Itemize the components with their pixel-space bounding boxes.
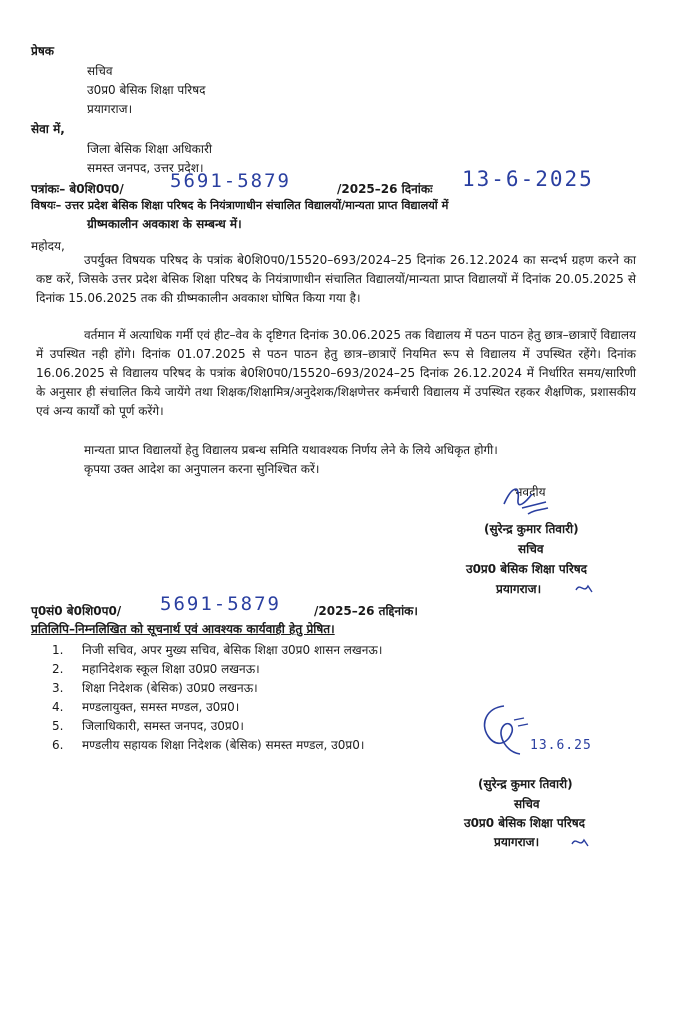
signature-2-name: (सुरेन्द्र कुमार तिवारी) bbox=[478, 777, 573, 791]
letter-ref-year: /2025–26 दिनांकः bbox=[337, 182, 433, 196]
body-paragraph-3: मान्यता प्राप्त विद्यालयों हेतु विद्यालय प्रबन्ध समिति यथावश्यक निर्णय लेने के लिये अधिकृत होगी। bbox=[84, 443, 498, 457]
signature-1-city: प्रयागराज। bbox=[496, 582, 542, 596]
endorsement-year: /2025–26 तद्दिनांक। bbox=[314, 604, 418, 618]
letter-ref-number: 5691-5879 bbox=[170, 170, 291, 192]
list-item: 6. मण्डलीय सहायक शिक्षा निदेशक (बेसिक) समस्त मण्डल, उ0प्र0। bbox=[52, 738, 365, 752]
recipient-label: सेवा में, bbox=[31, 122, 65, 136]
signature-1-designation: सचिव bbox=[518, 542, 544, 556]
subject-line-1: विषयः– उत्तर प्रदेश बेसिक शिक्षा परिषद के नियंत्राणाधीन संचालित विद्यालयों/मान्यता प्राप्त विद्यालयों में bbox=[31, 199, 449, 212]
sender-designation: सचिव bbox=[87, 64, 113, 78]
copy-list bbox=[52, 641, 382, 755]
endorsement-prefix: पृ0सं0 बे0शि0प0/ bbox=[31, 604, 122, 618]
recipient-area: समस्त जनपद, उत्तर प्रदेश। bbox=[87, 161, 204, 175]
sender-label: प्रेषक bbox=[31, 44, 54, 58]
letter-ref-date: 13-6-2025 bbox=[462, 167, 594, 191]
signature-1-office: उ0प्र0 बेसिक शिक्षा परिषद bbox=[466, 562, 588, 576]
signature-2-designation: सचिव bbox=[514, 797, 540, 811]
list-item: 5. जिलाधिकारी, समस्त जनपद, उ0प्र0। bbox=[52, 719, 244, 733]
recipient-designation: जिला बेसिक शिक्षा अधिकारी bbox=[87, 142, 212, 156]
endorsement-heading: प्रतिलिपि–निम्नलिखित को सूचनार्थ एवं आवश्यक कार्यवाही हेतु प्रेषित। bbox=[31, 622, 335, 636]
list-item: 4. मण्डलायुक्त, समस्त मण्डल, उ0प्र0। bbox=[52, 700, 240, 714]
signature-2-date: 13.6.25 bbox=[530, 738, 592, 753]
signature-2-office: उ0प्र0 बेसिक शिक्षा परिषद bbox=[464, 816, 586, 830]
sender-office: उ0प्र0 बेसिक शिक्षा परिषद bbox=[87, 83, 206, 97]
signature-2-city: प्रयागराज। bbox=[494, 835, 540, 849]
subject-line-2: ग्रीष्मकालीन अवकाश के सम्बन्ध में। bbox=[87, 217, 242, 231]
list-item: 3. शिक्षा निदेशक (बेसिक) उ0प्र0 लखनऊ। bbox=[52, 681, 258, 695]
letter-ref-prefix: पत्रांकः– बे0शि0प0/ bbox=[31, 182, 124, 196]
initial-mark-2 bbox=[570, 834, 590, 850]
salutation: महोदय, bbox=[31, 239, 65, 253]
list-item: 1. निजी सचिव, अपर मुख्य सचिव, बेसिक शिक्षा उ0प्र0 शासन लखनऊ। bbox=[52, 643, 383, 657]
body-paragraph-4: कृपया उक्त आदेश का अनुपालन करना सुनिश्चित करें। bbox=[84, 462, 320, 476]
endorsement-number: 5691-5879 bbox=[160, 593, 281, 615]
body-paragraph-1: उपर्युक्त विषयक परिषद के पत्रांक बे0शि0प0/15520–693/2024–25 दिनांक 26.12.2024 का सन्दर्भ ग्रहण करने का कष्ट करें, जिसके उत्तर प्रदेश बेसिक शिक्षा परिषद के नियंत्राणाधीन संचालित विद्यालयों/मान्यता प्राप्त विद्यालयों में दिनांक 20.05.2025 से दिनांक 15.06.2025 तक की ग्रीष्मकालीन अवकाश घोषित किया गया है। bbox=[36, 253, 636, 305]
signature-2-mark bbox=[474, 700, 534, 762]
signature-1-name: (सुरेन्द्र कुमार तिवारी) bbox=[484, 522, 579, 536]
signature-1-mark bbox=[498, 480, 554, 522]
closing-bhavdiya: भवदीय bbox=[514, 485, 546, 499]
body-paragraph-2: वर्तमान में अत्याधिक गर्मी एवं हीट–वेव के दृष्टिगत दिनांक 30.06.2025 तक विद्यालय में पठन पाठन हेतु छात्र–छात्राऐं विद्यालय में उपस्थित नही होंगे। दिनांक 01.07.2025 से पठन पाठन हेतु छात्र–छात्राऐं नियमित रूप से विद्यालय में उपस्थित रहेंगे। दिनांक 16.06.2025 से विद्यालय परिषद के पत्रांक बे0शि0प0/15520–693/2024–25 दिनांक 26.12.2024 में निर्धारित समय/सारिणी के अनुसार ही संचालित किये जायेंगे तथा शिक्षक/शिक्षामित्र/अनुदेशक/शिक्षणेत्तर कर्मचारी विद्यालय में उपस्थित रहकर शैक्षणिक, प्रशासकीय एवं अन्य कार्यों को पूर्ण करेंगे। bbox=[36, 328, 636, 418]
initial-mark-1 bbox=[574, 580, 594, 596]
list-item: 2. महानिदेशक स्कूल शिक्षा उ0प्र0 लखनऊ। bbox=[52, 662, 260, 676]
sender-city: प्रयागराज। bbox=[87, 102, 133, 116]
